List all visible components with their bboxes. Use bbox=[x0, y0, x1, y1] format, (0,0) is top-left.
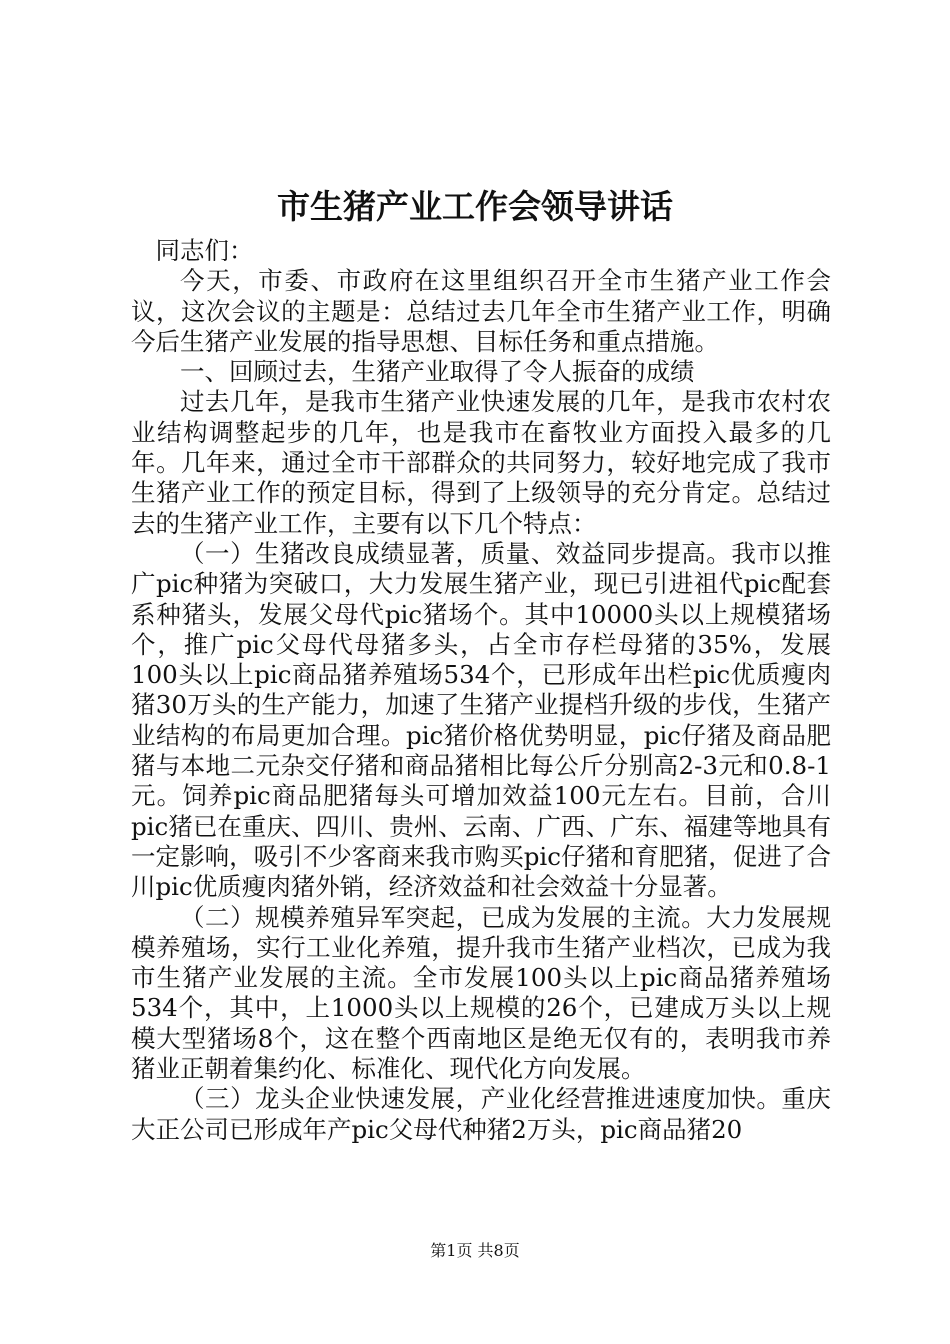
salutation: 同志们： bbox=[155, 236, 254, 265]
paragraph-point-3: （三）龙头企业快速发展，产业化经营推进速度加快。重庆大正公司已形成年产pic父母代种猪2万头，pic商品猪20 bbox=[131, 1084, 831, 1144]
document-body bbox=[131, 236, 831, 1145]
page-footer: 第1页 共8页 bbox=[430, 1241, 520, 1260]
paragraph-point-1: （一）生猪改良成绩显著，质量、效益同步提高。我市以推广pic种猪为突破口，大力发展生猪产业，现已引进祖代pic配套系种猪头，发展父母代pic猪场个。其中10000头以上规模猪场个，推广pic父母代母猪多头，占全市存栏母猪的35%，发展100头以上pic商品猪养殖场534个，已形成年出栏pic优质瘦肉猪30万头的生产能力，加速了生猪产业提档升级的步伐，生猪产业结构的布局更加合理。pic猪价格优势明显，pic仔猪及商品肥猪与本地二元杂交仔猪和商品猪相比每公斤分别高2-3元和0.8-1元。饲养pic商品肥猪每头可增加效益100元左右。目前，合川pic猪已在重庆、四川、贵州、云南、广西、广东、福建等地具有一定影响，吸引不少客商来我市购买pic仔猪和育肥猪，促进了合川pic优质瘦肉猪外销，经济效益和社会效益十分显著。 bbox=[131, 538, 831, 902]
paragraph-intro: 今天，市委、市政府在这里组织召开全市生猪产业工作会议，这次会议的主题是：总结过去几年全市生猪产业工作，明确今后生猪产业发展的指导思想、目标任务和重点措施。 bbox=[131, 266, 831, 356]
document-title: 市生猪产业工作会领导讲话 bbox=[277, 187, 673, 226]
paragraph-point-2: （二）规模养殖异军突起，已成为发展的主流。大力发展规模养殖场，实行工业化养殖，提升我市生猪产业档次，已成为我市生猪产业发展的主流。全市发展100头以上pic商品猪养殖场534个，其中，上1000头以上规模的26个，已建成万头以上规模大型猪场8个，这在整个西南地区是绝无仅有的，表明我市养猪业正朝着集约化、标准化、现代化方向发展。 bbox=[131, 902, 831, 1084]
section-heading-1: 一、回顾过去，生猪产业取得了令人振奋的成绩 bbox=[180, 357, 695, 387]
paragraph-review: 过去几年，是我市生猪产业快速发展的几年，是我市农村农业结构调整起步的几年，也是我市在畜牧业方面投入最多的几年。几年来，通过全市干部群众的共同努力，较好地完成了我市生猪产业工作的预定目标，得到了上级领导的充分肯定。总结过去的生猪产业工作，主要有以下几个特点： bbox=[131, 387, 831, 538]
